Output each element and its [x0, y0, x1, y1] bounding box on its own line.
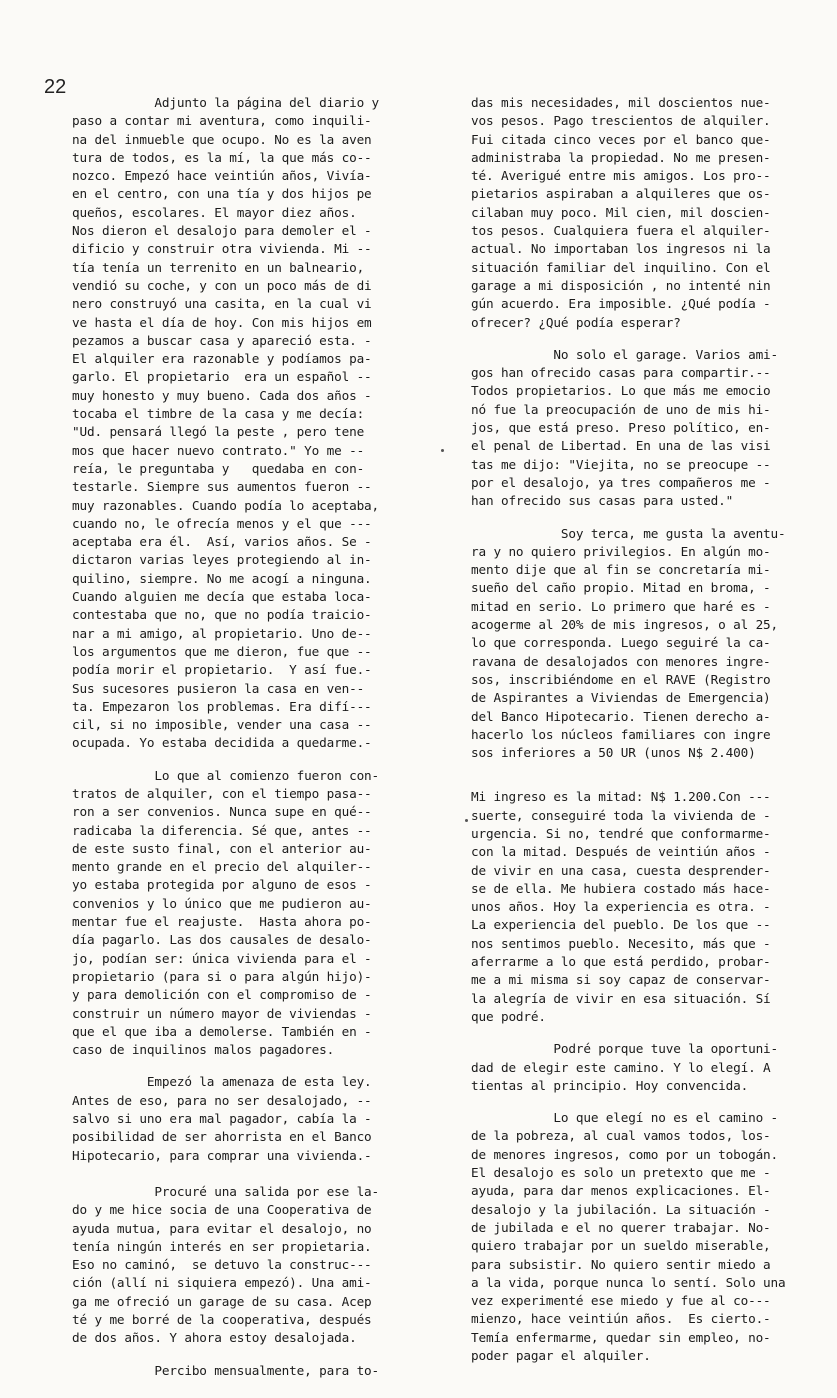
text-line: Eso no caminó, se detuvo la construc---: [72, 1257, 372, 1273]
text-line: ción (allí ni siquiera empezó). Una ami-: [72, 1275, 372, 1291]
text-line: con la mitad. Después de veintiún años -: [471, 844, 771, 860]
paragraph: [471, 1040, 803, 1095]
text-line: té. Averigué entre mis amigos. Los pro--: [471, 168, 771, 184]
paragraph: [471, 94, 803, 332]
text-line: de la pobreza, al cual vamos todos, los-: [471, 1128, 771, 1144]
text-line: do y me hice socia de una Cooperativa de: [72, 1202, 372, 1218]
text-line: podía morir el propietario. Y así fue.-: [72, 662, 372, 678]
text-line: gos han ofrecido casas para compartir.--: [471, 365, 771, 381]
text-line: pezamos a buscar casa y apareció esta. -: [72, 332, 372, 348]
text-line: Cuando alguien me decía que estaba loca-: [72, 589, 372, 605]
text-line: dad de elegir este camino. Y lo elegí. A: [471, 1059, 771, 1075]
text-line: Adjunto la página del diario y: [72, 95, 380, 110]
text-line: poder pagar el alquiler.: [471, 1348, 651, 1363]
text-line: tenía ningún interés en ser propietaria.: [72, 1238, 372, 1254]
text-line: contestaba que no, que no podía traicio-: [72, 607, 372, 623]
text-line: Lo que al comienzo fueron con-: [72, 767, 380, 783]
text-line: ayuda, para dar menos explicaciones. El-: [471, 1183, 771, 1199]
paragraph: [72, 1362, 384, 1380]
text-line: sos inferiores a 50 UR (unos N$ 2.400): [471, 745, 756, 761]
text-line: tía tenía un terrenito en un balneario,: [72, 259, 365, 275]
text-line: de jubilada e el no querer trabajar. No-: [471, 1219, 771, 1235]
text-line: tocaba el timbre de la casa y me decía:: [72, 406, 365, 422]
text-line: quiero trabajar por un sueldo miserable,: [471, 1238, 771, 1254]
paragraph: [72, 1183, 384, 1348]
text-line: ga me ofreció un garage de su casa. Acep: [72, 1293, 372, 1309]
right-column: [471, 94, 803, 1383]
text-line: desalojo y la jubilación. La situación -: [471, 1201, 771, 1217]
text-line: reía, le preguntaba y quedaba en con-: [72, 460, 365, 476]
text-line: Mi ingreso es la mitad: N$ 1.200.Con ---: [471, 789, 771, 805]
text-line: dictaron varias leyes protegiendo al in-: [72, 552, 372, 568]
text-line: de menores ingresos, como por un tobogán.: [471, 1146, 779, 1162]
text-line: El desalojo es solo un pretexto que me -: [471, 1165, 771, 1181]
text-line: sueño del caño propio. Mitad en broma, -: [471, 580, 771, 596]
text-line: tas me dijo: "Viejita, no se preocupe --: [471, 456, 771, 472]
text-line: mento dije que al fin se concretaría mi-: [471, 562, 771, 578]
text-line: aceptaba era él. Así, varios años. Se -: [72, 534, 372, 550]
text-line: me a mi misma si soy capaz de conservar-: [471, 972, 771, 988]
text-line: Lo que elegí no es el camino -: [471, 1110, 779, 1126]
paragraph: [72, 767, 384, 1060]
text-line: dificio y construir otra vivienda. Mi --: [72, 241, 372, 257]
text-line: Fui citada cinco veces por el banco que-: [471, 131, 771, 147]
text-line: se de ella. Me hubiera costado más hace-: [471, 880, 771, 896]
text-line: muy razonables. Cuando podía lo aceptaba,: [72, 497, 380, 513]
paragraph: [471, 788, 803, 1026]
text-line: de dos años. Y ahora estoy desalojada.: [72, 1330, 357, 1346]
text-line: cilaban muy poco. Mil cien, mil doscien-: [471, 204, 771, 220]
text-line: de Aspirantes a Viviendas de Emergencia): [471, 690, 771, 706]
text-line: situación familiar del inquilino. Con el: [471, 259, 771, 275]
text-line: ron a ser convenios. Nunca supe en qué--: [72, 804, 372, 820]
text-line: del Banco Hipotecario. Tienen derecho a-: [471, 708, 771, 724]
text-line: nero construyó una casita, en la cual vi: [72, 296, 372, 312]
text-line: jo, podían ser: única vivienda para el -: [72, 950, 372, 966]
text-line: "Ud. pensará llegó la peste , pero tene: [72, 424, 365, 440]
text-line: unos años. Hoy la experiencia es otra. -: [471, 899, 771, 915]
text-line: té y me borré de la cooperativa, después: [72, 1312, 372, 1327]
text-line: Sus sucesores pusieron la casa en ven--: [72, 680, 365, 696]
text-line: Antes de eso, para no ser desalojado, --: [72, 1092, 372, 1108]
text-line: garage a mi disposición , no intenté nin: [471, 277, 771, 293]
text-line: testarle. Siempre sus aumentos fueron --: [72, 479, 372, 495]
text-line: ayuda mutua, para evitar el desalojo, no: [72, 1220, 372, 1236]
text-line: vos pesos. Pago trescientos de alquiler.: [471, 113, 771, 129]
paragraph: [72, 1073, 384, 1164]
text-line: Procuré una salida por ese la-: [72, 1183, 380, 1199]
text-line: Podré porque tuve la oportuni-: [471, 1041, 779, 1057]
text-line: que podré.: [471, 1008, 546, 1024]
text-line: construir un número mayor de viviendas -: [72, 1005, 372, 1021]
text-line: nos sentimos pueblo. Necesito, más que -: [471, 935, 771, 951]
text-line: tos pesos. Cualquiera fuera el alquiler-: [471, 223, 771, 239]
text-line: caso de inquilinos malos pagadores.: [72, 1042, 335, 1058]
text-line: urgencia. Si no, tendré que conformarme-: [471, 825, 771, 841]
text-line: Nos dieron el desalojo para demoler el -: [72, 223, 372, 239]
text-line: propietario (para si o para algún hijo)-: [72, 968, 372, 984]
text-line: suerte, conseguiré toda la vivienda de -: [471, 807, 771, 823]
text-line: el penal de Libertad. En una de las visi: [471, 438, 771, 454]
text-line: día pagarlo. Las dos causales de desalo-: [72, 932, 372, 948]
text-line: No solo el garage. Varios ami-: [471, 346, 779, 362]
text-line: mitad en serio. Lo primero que haré es -: [471, 598, 771, 614]
text-line: sos, inscribiéndome en el RAVE (Registro: [471, 671, 771, 687]
text-line: cuando no, le ofrecía menos y el que ---: [72, 515, 372, 531]
text-line: administraba la propiedad. No me presen-: [471, 149, 771, 165]
text-line: nar a mi amigo, al propietario. Uno de--: [72, 625, 372, 641]
text-line: de este susto final, con el anterior au-: [72, 840, 372, 856]
text-line: tientas al principio. Hoy convencida.: [471, 1077, 749, 1093]
paragraph: [471, 346, 803, 511]
text-line: mento grande en el precio del alquiler--: [72, 859, 372, 875]
text-line: aferrarme a lo que está perdido, probar-: [471, 954, 771, 970]
text-line: tura de todos, es la mí, la que más co--: [72, 149, 372, 165]
text-line: nó fue la preocupación de uno de mis hi-: [471, 401, 771, 417]
text-line: quilino, siempre. No me acogí a ninguna.: [72, 570, 372, 586]
text-line: queños, escolares. El mayor diez años.: [72, 204, 357, 220]
text-line: hacerlo los núcleos familiares con ingre: [471, 726, 771, 742]
text-line: lo que corresponda. Luego seguiré la ca-: [471, 635, 771, 651]
text-line: ve hasta el día de hoy. Con mis hijos em: [72, 314, 372, 330]
text-line: mienzo, hace veintiún años. Es cierto.-: [471, 1311, 771, 1327]
text-line: radicaba la diferencia. Sé que, antes --: [72, 822, 372, 838]
text-line: Todos propietarios. Lo que más me emocio: [471, 383, 771, 399]
text-line: Temía enfermarme, quedar sin empleo, no-: [471, 1329, 771, 1345]
text-line: de vivir en una casa, cuesta desprender-: [471, 862, 771, 878]
text-line: Percibo mensualmente, para to-: [72, 1362, 380, 1378]
text-line: La experiencia del pueblo. De los que --: [471, 917, 771, 933]
text-line: El alquiler era razonable y podíamos pa-: [72, 351, 372, 367]
text-line: gún acuerdo. Era imposible. ¿Qué podía -: [471, 296, 771, 312]
paragraph: [72, 94, 384, 753]
text-line: han ofrecido sus casas para usted.": [471, 493, 734, 509]
paragraph: [471, 1109, 803, 1365]
text-line: nozco. Empezó hace veintiún años, Vivía-: [72, 168, 372, 184]
text-line: paso a contar mi aventura, como inquili-: [72, 113, 372, 129]
text-line: acogerme al 20% de mis ingresos, o al 25,: [471, 617, 779, 633]
text-line: y para demolición con el compromiso de -: [72, 987, 372, 1003]
print-speck: [465, 819, 468, 822]
text-line: mentar fue el reajuste. Hasta ahora po-: [72, 914, 372, 930]
text-line: vendió su coche, y con un poco más de di: [72, 277, 372, 293]
text-line: ocupada. Yo estaba decidida a quedarme.-: [72, 735, 372, 751]
text-line: muy honesto y muy bueno. Cada dos años -: [72, 387, 372, 403]
left-column: [72, 94, 384, 1398]
text-line: das mis necesidades, mil doscientos nue-: [471, 95, 771, 110]
text-line: salvo si uno era mal pagador, cabía la -: [72, 1111, 372, 1127]
text-line: por el desalojo, ya tres compañeros me -: [471, 474, 771, 490]
text-line: tratos de alquiler, con el tiempo pasa--: [72, 785, 372, 801]
text-line: garlo. El propietario era un español --: [72, 369, 372, 385]
text-line: Hipotecario, para comprar una vivienda.-: [72, 1147, 372, 1163]
text-line: ravana de desalojados con menores ingre-: [471, 653, 771, 669]
text-line: ra y no quiero privilegios. En algún mo-: [471, 543, 771, 559]
text-line: para subsistir. No quiero sentir miedo a: [471, 1256, 771, 1272]
text-line: jos, que está preso. Preso político, en-: [471, 420, 771, 436]
text-line: a la vida, porque nunca lo sentí. Solo una: [471, 1274, 786, 1290]
text-line: yo estaba protegida por alguno de esos -: [72, 877, 372, 893]
text-line: ta. Empezaron los problemas. Era difí---: [72, 698, 372, 714]
text-line: que el que iba a demolerse. También en -: [72, 1023, 372, 1039]
text-line: vez experimenté ese miedo y fue al co---: [471, 1293, 771, 1309]
text-line: la alegría de vivir en esa situación. Sí: [471, 990, 771, 1006]
text-line: en el centro, con una tía y dos hijos pe: [72, 186, 372, 202]
text-line: na del inmueble que ocupo. No es la aven: [72, 131, 372, 147]
text-line: convenios y lo único que me pudieron au-: [72, 895, 372, 911]
text-line: Empezó la amenaza de esta ley.: [72, 1074, 372, 1090]
paragraph: [471, 525, 803, 763]
text-line: Soy terca, me gusta la aventu-: [471, 525, 786, 541]
print-speck: [441, 449, 444, 452]
text-line: cil, si no imposible, vender una casa --: [72, 717, 372, 733]
text-line: mos que hacer nuevo contrato." Yo me --: [72, 442, 365, 458]
text-line: actual. No importaban los ingresos ni la: [471, 241, 771, 257]
text-line: pietarios aspiraban a alquileres que os-: [471, 186, 771, 202]
page-number: 22: [44, 76, 67, 98]
text-line: posibilidad de ser ahorrista en el Banco: [72, 1129, 372, 1145]
text-line: los argumentos que me dieron, fue que --: [72, 643, 372, 659]
text-line: ofrecer? ¿Qué podía esperar?: [471, 314, 681, 330]
